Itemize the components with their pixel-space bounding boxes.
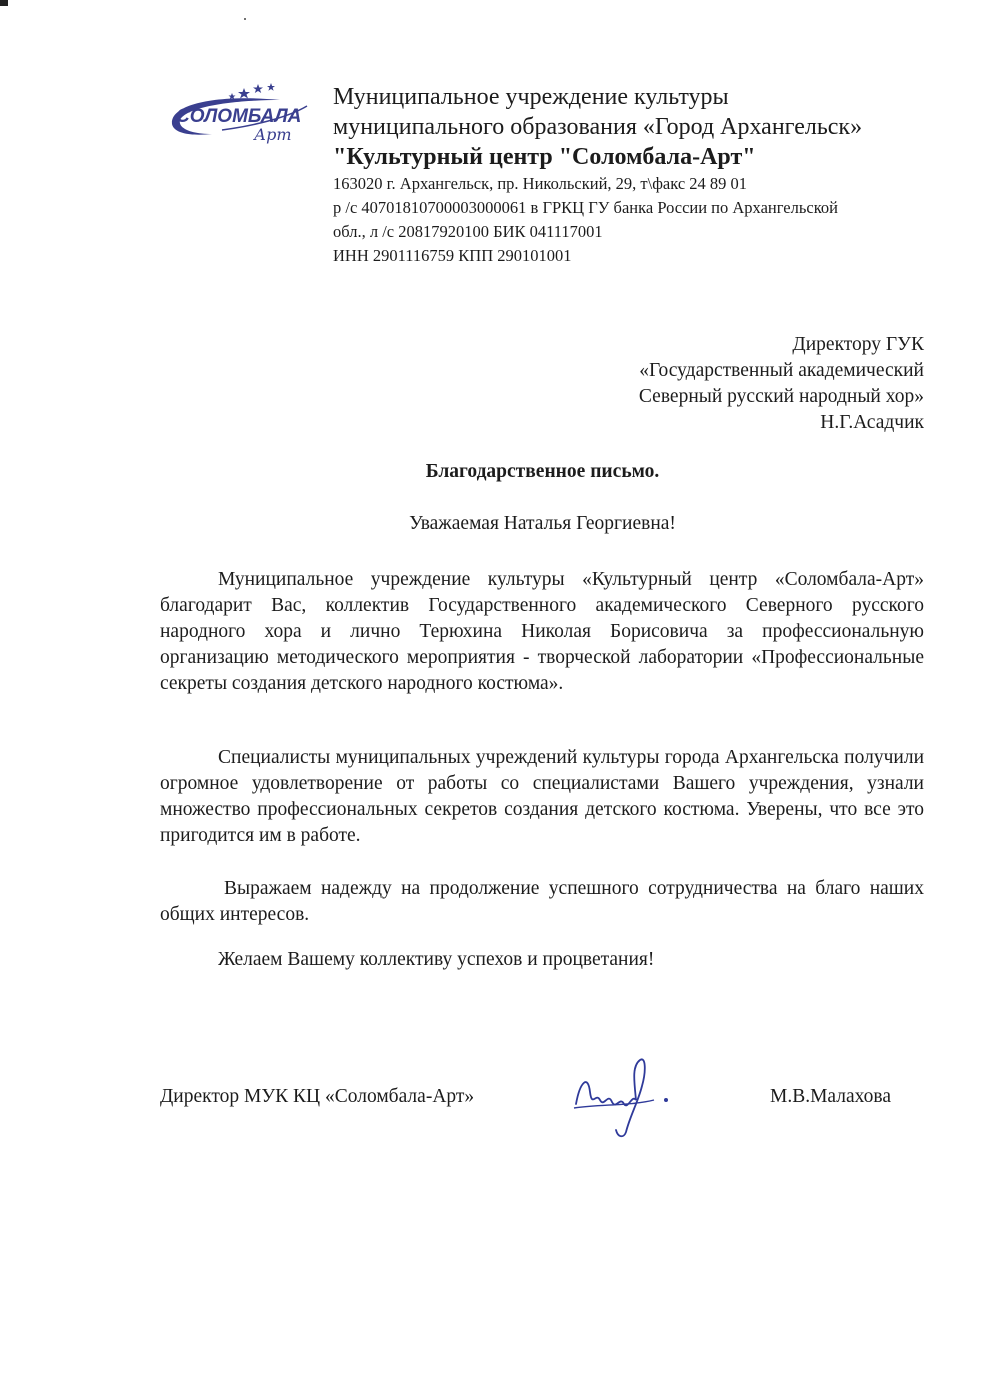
addressee-line: Н.Г.Асадчик bbox=[820, 412, 924, 433]
logo-text-script: Арт bbox=[254, 125, 292, 144]
requisites-address: 163020 г. Архангельск, пр. Никольский, 29, т\факс 24 89 01 bbox=[333, 174, 748, 193]
signatory-name: М.В.Малахова bbox=[770, 1086, 892, 1107]
letter-title: Благодарственное письмо. bbox=[425, 461, 660, 482]
addressee-block bbox=[639, 332, 924, 436]
org-name-line2: муниципального образования «Город Архангельск» bbox=[333, 114, 863, 140]
addressee-line: Директору ГУК bbox=[792, 334, 924, 355]
requisites-account: р /с 40701810700003000061 в ГРКЦ ГУ банка России по Архангельской bbox=[333, 198, 838, 217]
requisites-inn: ИНН 2901116759 КПП 290101001 bbox=[333, 246, 572, 265]
addressee-line: «Государственный академический bbox=[639, 360, 924, 381]
logo-text-main: СОЛОМБАЛА bbox=[176, 106, 302, 127]
letterhead bbox=[333, 82, 953, 268]
star-swoosh-logo-icon bbox=[162, 80, 312, 150]
requisites-account-cont: обл., л /с 20817920100 БИК 041117001 bbox=[333, 222, 603, 241]
signatory-title: Директор МУК КЦ «Соломбала-Арт» bbox=[160, 1086, 475, 1107]
handwritten-signature-icon bbox=[570, 1052, 680, 1142]
org-name-line1: Муниципальное учреждение культуры bbox=[333, 84, 729, 110]
addressee-line: Северный русский народный хор» bbox=[638, 386, 924, 407]
salutation: Уважаемая Наталья Георгиевна! bbox=[409, 513, 676, 534]
scan-corner-mark bbox=[0, 0, 8, 6]
scan-dot-mark bbox=[244, 18, 246, 20]
body-paragraph: Специалисты муниципальных учреждений культуры города Архангельска получили огромное удовлетворение от работы со специалистами Вашего учреждения, узнали множество профессиональных секретов создания детского костюма. Уверены, что все это пригодится им в работе. bbox=[160, 747, 924, 846]
org-name-line3: "Культурный центр "Соломбала-Арт" bbox=[333, 144, 756, 170]
body-paragraph: Муниципальное учреждение культуры «Культурный центр «Соломбала-Арт» благодарит Вас, коллектив Государственного академического Северного русского народного хора и лично Терюхина Николая Борисовича за профессиональную организацию методического мероприятия - творческой лаборатории «Профессиональные секреты создания детского народного костюма». bbox=[160, 569, 924, 694]
body-paragraph: Желаем Вашему коллективу успехов и процветания! bbox=[218, 949, 655, 970]
body-paragraph: Выражаем надежду на продолжение успешного сотрудничества на благо наших общих интересов. bbox=[160, 878, 924, 925]
